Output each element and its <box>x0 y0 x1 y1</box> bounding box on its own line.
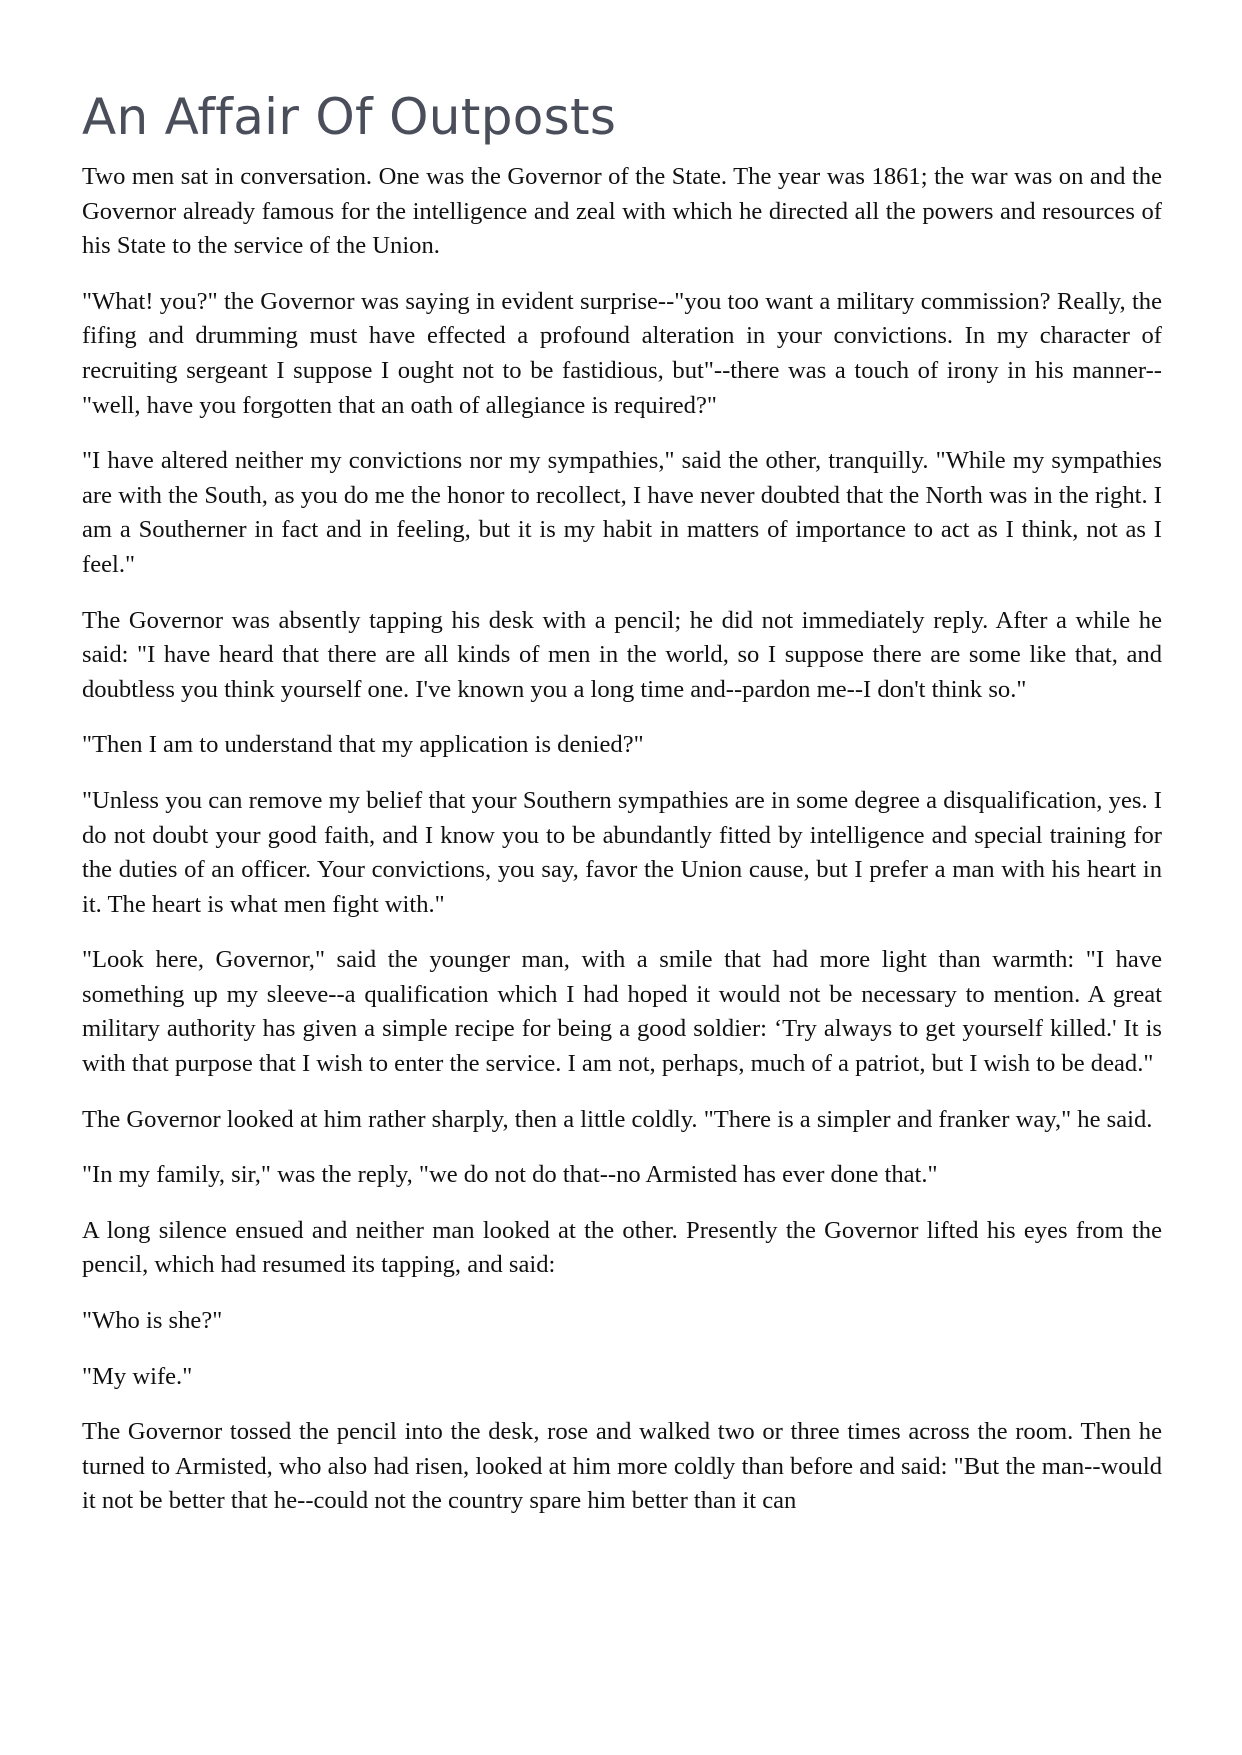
paragraph: "Then I am to understand that my application is denied?" <box>82 731 644 759</box>
document-page <box>82 88 1162 1540</box>
paragraph: The Governor was absently tapping his desk with a pencil; he did not immediately reply. After a while he said: "I have heard that there are all kinds of men in the world, so I suppose there are some like that, and doubtless you think yourself one. I've known you a long time and--pardon me--I don't think so." <box>82 606 1162 703</box>
paragraph: The Governor looked at him rather sharply, then a little coldly. "There is a simpler and franker way," he said. <box>82 1105 1153 1133</box>
paragraph: "What! you?" the Governor was saying in evident surprise--"you too want a military commission? Really, the fifing and drumming must have effected a profound alteration in your convictions. In my character of recruiting sergeant I suppose I ought not to be fastidious, but"--there was a touch of irony in his manner--"well, have you forgotten that an oath of allegiance is required?" <box>82 287 1162 419</box>
paragraph: "My wife." <box>82 1362 193 1390</box>
paragraph: "In my family, sir," was the reply, "we do not do that--no Armisted has ever done that." <box>82 1161 938 1189</box>
document-title: An Affair Of Outposts <box>82 88 617 146</box>
paragraph: The Governor tossed the pencil into the desk, rose and walked two or three times across the room. Then he turned to Armisted, who also had risen, looked at him more coldly than before and said: "But the man--would it not be better that he--could not the country spare him better than it can <box>82 1418 1162 1515</box>
paragraph: "I have altered neither my convictions nor my sympathies," said the other, tranquilly. "While my sympathies are with the South, as you do me the honor to recollect, I have never doubted that the North was in the right. I am a Southerner in fact and in feeling, but it is my habit in matters of importance to act as I think, not as I feel." <box>82 447 1162 578</box>
paragraph: "Look here, Governor," said the younger man, with a smile that had more light than warmth: "I have something up my sleeve--a qualification which I had hoped it would not be necessary to mention. A great military authority has given a simple recipe for being a good soldier: ‘Try always to get yourself killed.' It is with that purpose that I wish to enter the service. I am not, perhaps, much of a patriot, but I wish to be dead." <box>82 946 1162 1078</box>
paragraph: A long silence ensued and neither man looked at the other. Presently the Governor lifted his eyes from the pencil, which had resumed its tapping, and said: <box>82 1216 1162 1279</box>
paragraph: Two men sat in conversation. One was the Governor of the State. The year was 1861; the war was on and the Governor already famous for the intelligence and zeal with which he directed all the powers and resources of his State to the service of the Union. <box>82 163 1162 260</box>
paragraph: "Who is she?" <box>82 1307 223 1335</box>
paragraph: "Unless you can remove my belief that your Southern sympathies are in some degree a disqualification, yes. I do not doubt your good faith, and I know you to be abundantly fitted by intelligence and special training for the duties of an officer. Your convictions, you say, favor the Union cause, but I prefer a man with his heart in it. The heart is what men fight with." <box>82 786 1162 918</box>
